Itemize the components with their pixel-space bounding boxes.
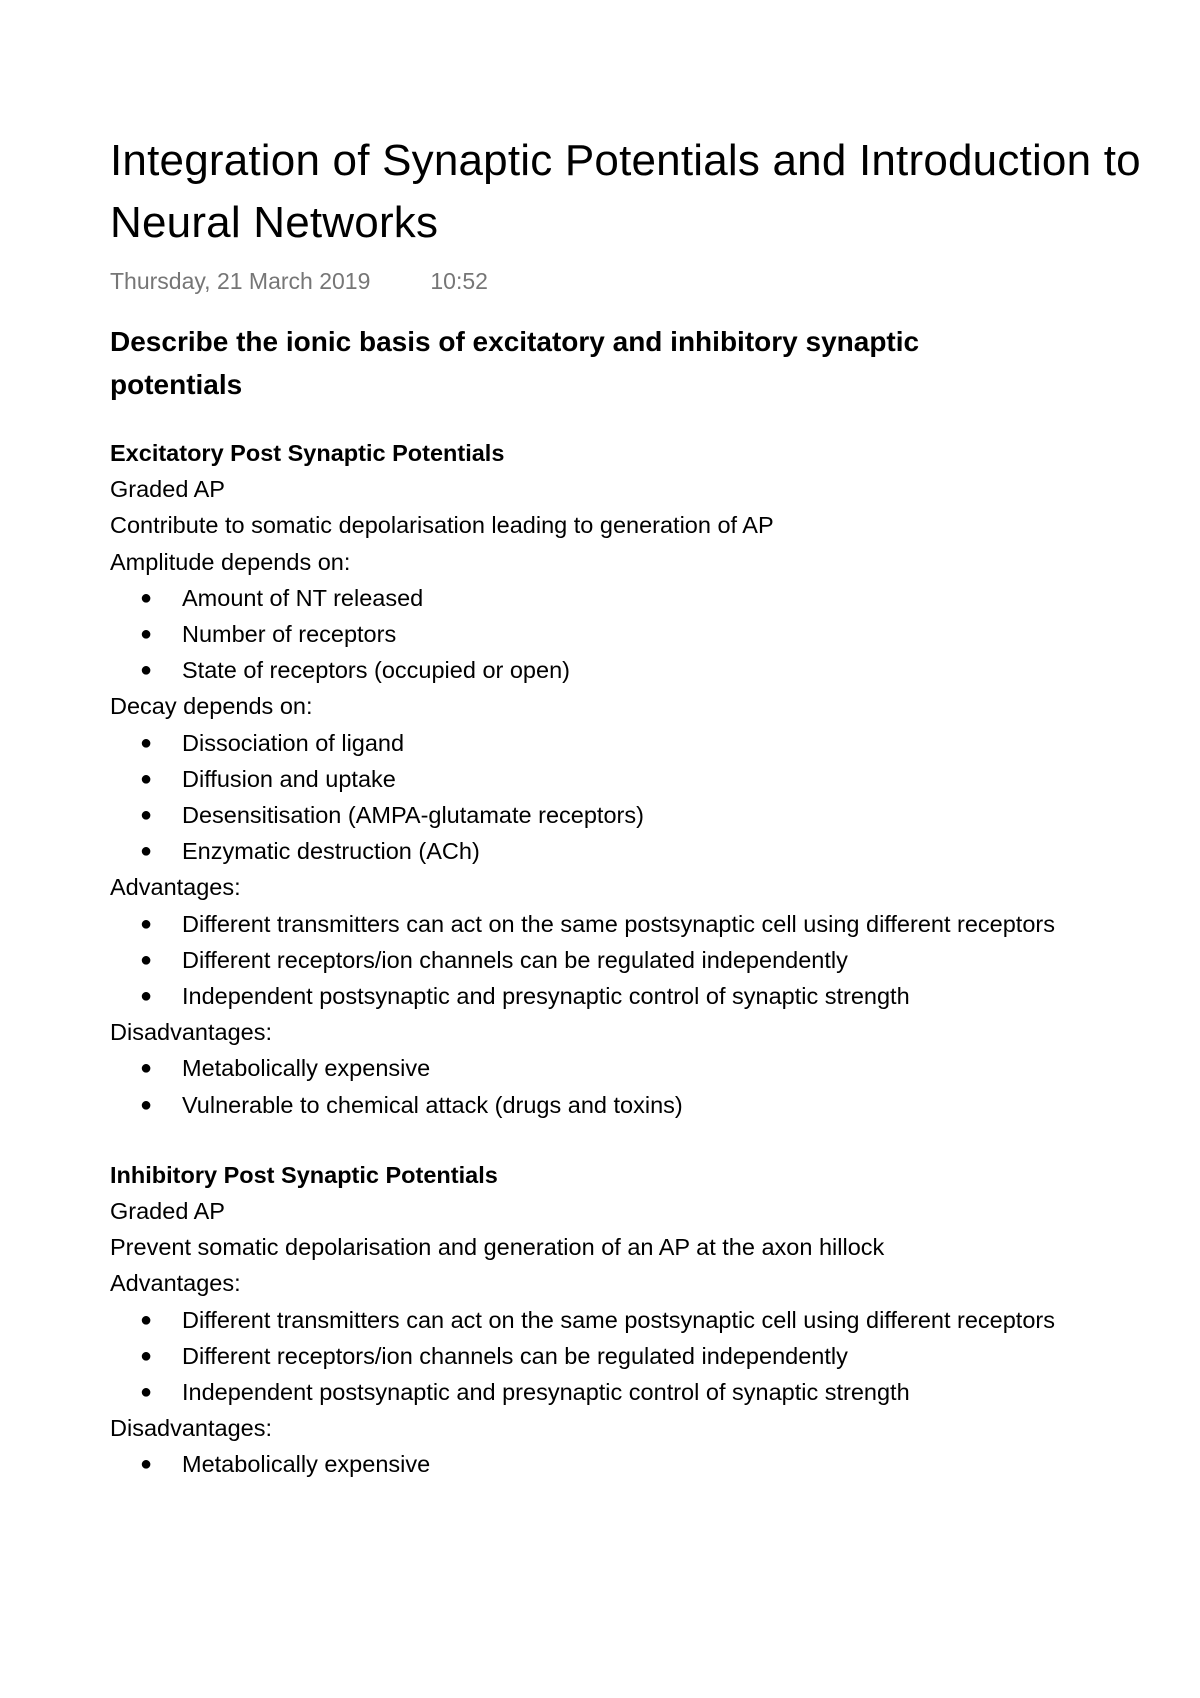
list-item: ● State of receptors (occupied or open) bbox=[110, 652, 1130, 688]
ipsp-line: Graded AP bbox=[110, 1198, 225, 1225]
bullet-icon: ● bbox=[140, 985, 153, 1008]
note-date: Thursday, 21 March 2019 bbox=[110, 268, 371, 294]
bullet-icon: ● bbox=[140, 659, 153, 682]
bullet-icon: ● bbox=[140, 623, 153, 646]
list-item: ● Vulnerable to chemical attack (drugs and toxins) bbox=[110, 1087, 1130, 1123]
epsp-decay-label: Decay depends on: bbox=[110, 693, 313, 720]
list-item: ● Different transmitters can act on the same postsynaptic cell using different receptors bbox=[110, 906, 1130, 942]
epsp-amplitude-list bbox=[110, 580, 1190, 689]
bullet-icon: ● bbox=[140, 767, 153, 790]
note-time: 10:52 bbox=[430, 268, 488, 294]
list-item: ● Amount of NT released bbox=[110, 580, 1130, 616]
list-item: ● Enzymatic destruction (ACh) bbox=[110, 833, 1130, 869]
list-item: ● Independent postsynaptic and presynaptic control of synaptic strength bbox=[110, 978, 1130, 1014]
note-page bbox=[110, 130, 1190, 1483]
bullet-icon: ● bbox=[140, 1453, 153, 1476]
bullet-icon: ● bbox=[140, 912, 153, 935]
ipsp-advantages-label: Advantages: bbox=[110, 1270, 241, 1297]
bullet-icon: ● bbox=[140, 804, 153, 827]
epsp-line: Contribute to somatic depolarisation leading to generation of AP bbox=[110, 512, 774, 539]
bullet-icon: ● bbox=[140, 586, 153, 609]
ipsp-subheading: Inhibitory Post Synaptic Potentials bbox=[110, 1161, 498, 1188]
list-item: ● Dissociation of ligand bbox=[110, 725, 1130, 761]
list-item: ● Metabolically expensive bbox=[110, 1050, 1130, 1086]
page-title: Integration of Synaptic Potentials and Introduction to Neural Networks bbox=[110, 136, 1141, 247]
epsp-disadvantages-label: Disadvantages: bbox=[110, 1019, 272, 1046]
list-item: ● Metabolically expensive bbox=[110, 1446, 1130, 1482]
bullet-icon: ● bbox=[140, 1344, 153, 1367]
bullet-icon: ● bbox=[140, 840, 153, 863]
list-item: ● Independent postsynaptic and presynaptic control of synaptic strength bbox=[110, 1374, 1130, 1410]
epsp-subheading: Excitatory Post Synaptic Potentials bbox=[110, 440, 505, 466]
bullet-icon: ● bbox=[140, 1057, 153, 1080]
bullet-icon: ● bbox=[140, 1381, 153, 1404]
epsp-advantages-label: Advantages: bbox=[110, 874, 241, 901]
list-item: ● Different receptors/ion channels can be regulated independently bbox=[110, 942, 1130, 978]
ipsp-disadvantages-list bbox=[110, 1446, 1190, 1482]
bullet-icon: ● bbox=[140, 1093, 153, 1116]
list-item: ● Different receptors/ion channels can be regulated independently bbox=[110, 1338, 1130, 1374]
section-heading: Describe the ionic basis of excitatory and inhibitory synaptic potentials bbox=[110, 326, 920, 400]
ipsp-section bbox=[110, 1157, 1190, 1483]
epsp-section bbox=[110, 435, 1190, 1123]
ipsp-line: Prevent somatic depolarisation and generation of an AP at the axon hillock bbox=[110, 1234, 885, 1261]
ipsp-advantages-list bbox=[110, 1302, 1190, 1411]
bullet-icon: ● bbox=[140, 731, 153, 754]
epsp-advantages-list bbox=[110, 906, 1190, 1015]
list-item: ● Number of receptors bbox=[110, 616, 1130, 652]
ipsp-disadvantages-label: Disadvantages: bbox=[110, 1415, 272, 1442]
epsp-amplitude-label: Amplitude depends on: bbox=[110, 548, 351, 575]
note-timestamp bbox=[110, 266, 1190, 296]
list-item: ● Different transmitters can act on the same postsynaptic cell using different receptors bbox=[110, 1302, 1130, 1338]
bullet-icon: ● bbox=[140, 1308, 153, 1331]
epsp-disadvantages-list bbox=[110, 1050, 1190, 1122]
epsp-line: Graded AP bbox=[110, 476, 225, 503]
bullet-icon: ● bbox=[140, 948, 153, 971]
list-item: ● Desensitisation (AMPA-glutamate receptors) bbox=[110, 797, 1130, 833]
epsp-decay-list bbox=[110, 725, 1190, 870]
list-item: ● Diffusion and uptake bbox=[110, 761, 1130, 797]
